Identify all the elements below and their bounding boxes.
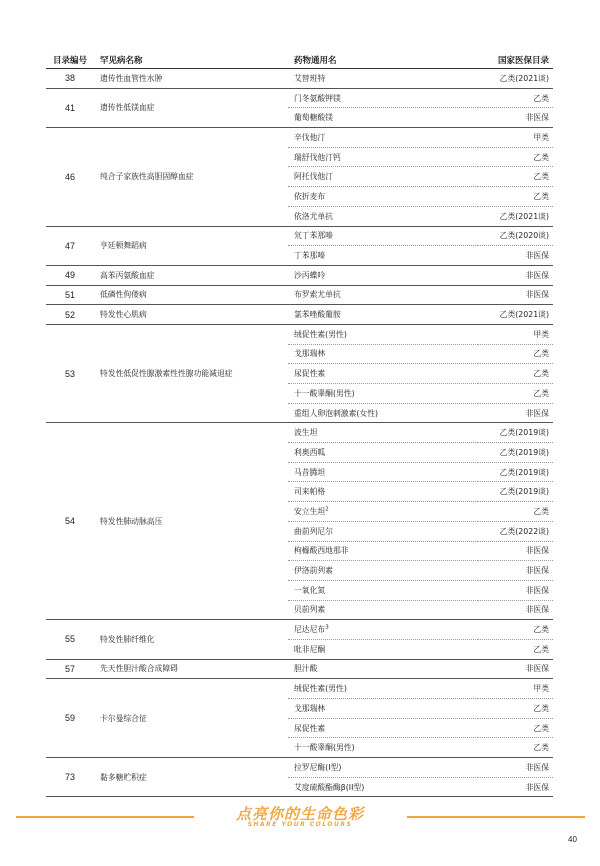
catalog-number-cell: 57 [46,659,94,679]
insurance-category-cell: 非医保 [478,777,553,797]
insurance-category-cell: 乙类 [478,620,553,640]
drug-name-cell [288,344,478,364]
disease-name-cell: 特发性低促性腺激素性性腺功能减退症 [94,324,288,422]
catalog-number-cell: 51 [46,285,94,305]
drug-name-cell [288,246,478,266]
insurance-category-cell: 非医保 [478,580,553,600]
catalog-number-cell: 54 [46,423,94,620]
drug-name: 瑞舒伐他汀钙 [294,152,341,162]
drug-name: 依折麦布 [294,191,326,201]
drug-name-cell [288,108,478,128]
footer-subtitle: SHARE YOUR COLOURS [247,821,353,828]
disease-name-cell: 先天性胆汁酸合成障碍 [94,659,288,679]
disease-name-cell: 卡尔曼综合征 [94,679,288,758]
catalog-number-cell: 41 [46,88,94,127]
drug-name-cell [288,541,478,561]
insurance-category-cell: 乙类 [478,699,553,719]
drug-name-cell [288,187,478,207]
insurance-category-cell: 甲类 [478,679,553,699]
footnote-marker: 2 [325,506,329,513]
drug-name: 伊洛前列素 [294,566,333,576]
table-row [46,679,553,699]
insurance-category-cell: 乙类 [478,167,553,187]
insurance-category-cell: 甲类 [478,128,553,148]
catalog-number-cell: 52 [46,305,94,325]
drug-name: 吡非尼酮 [294,644,326,654]
drug-name: 沙丙蝶呤 [294,270,326,280]
insurance-category-cell: 乙类(2019谈) [478,443,553,463]
table-row [46,305,553,325]
drug-name-cell [288,69,478,89]
drug-name-cell [288,167,478,187]
drug-name-cell [288,324,478,344]
drug-name: 尿促性素 [294,723,326,733]
footnote-marker: 3 [325,624,329,631]
insurance-category-cell: 甲类 [478,324,553,344]
insurance-category-cell: 乙类 [478,502,553,522]
drug-name-cell [288,639,478,659]
drug-name-cell [288,600,478,620]
disease-name-cell: 遗传性血管性水肿 [94,69,288,89]
drug-name: 绒促性素(男性) [294,329,347,339]
drug-name: 戈那瑞林 [294,349,326,359]
disease-name-cell: 高苯丙氨酸血症 [94,265,288,285]
insurance-category-cell: 非医保 [478,758,553,778]
insurance-category-cell: 非医保 [478,285,553,305]
drug-name: 胆汁酸 [294,664,318,674]
disease-name-cell: 黏多糖贮积症 [94,758,288,797]
drug-name: 戈那瑞林 [294,703,326,713]
insurance-category-cell: 乙类(2021谈) [478,305,553,325]
footer-line-right [407,816,585,818]
catalog-number-cell: 53 [46,324,94,422]
table-row [46,423,553,443]
disease-name-cell: 亨廷顿舞蹈病 [94,226,288,265]
table-row [46,265,553,285]
drug-name: 枸橼酸西地那非 [294,546,349,556]
insurance-category-cell: 非医保 [478,108,553,128]
insurance-category-cell: 乙类 [478,639,553,659]
drug-name-cell [288,364,478,384]
drug-name: 重组人卵泡刺激素(女性) [294,408,379,418]
drug-name-cell [288,128,478,148]
drug-name-cell [288,384,478,404]
page-number: 40 [568,835,577,844]
drug-name-cell [288,620,478,640]
drug-name: 依洛尤单抗 [294,211,333,221]
insurance-category-cell: 乙类(2019谈) [478,482,553,502]
drug-name-cell [288,521,478,541]
drug-name-cell [288,580,478,600]
rare-disease-drug-table [46,52,553,797]
drug-name: 阿托伐他汀 [294,172,333,182]
table-row [46,620,553,640]
insurance-category-cell: 乙类(2019谈) [478,423,553,443]
drug-name: 马昔腾坦 [294,467,326,477]
insurance-category-cell: 非医保 [478,659,553,679]
drug-name: 葡萄糖酸镁 [294,113,333,123]
catalog-number-cell: 73 [46,758,94,797]
table-row [46,88,553,108]
drug-name: 绒促性素(男性) [294,684,347,694]
header-insurance-catalog: 国家医保目录 [478,52,553,69]
insurance-category-cell: 乙类 [478,88,553,108]
catalog-number-cell: 46 [46,128,94,226]
table-row [46,659,553,679]
insurance-category-cell: 乙类 [478,147,553,167]
disease-name-cell: 低磷性佝偻病 [94,285,288,305]
insurance-category-cell: 非医保 [478,600,553,620]
drug-name-cell [288,265,478,285]
drug-name: 氘丁苯那嗪 [294,231,333,241]
insurance-category-cell: 乙类 [478,187,553,207]
drug-name-cell [288,502,478,522]
disease-name-cell: 特发性肺纤维化 [94,620,288,659]
insurance-category-cell: 非医保 [478,403,553,423]
insurance-category-cell: 乙类(2021谈) [478,69,553,89]
drug-name-cell [288,147,478,167]
drug-name: 波生坦 [294,428,318,438]
drug-name: 氯苯唑酸葡胺 [294,310,341,320]
footer-slogan: 点亮你的生命色彩 [235,805,364,823]
header-catalog-number: 目录编号 [46,52,94,69]
disease-name-cell: 纯合子家族性高胆固醇血症 [94,128,288,226]
insurance-category-cell: 乙类(2022谈) [478,521,553,541]
catalog-number-cell: 49 [46,265,94,285]
drug-name-cell [288,482,478,502]
drug-name: 辛伐他汀 [294,132,326,142]
footer-line-left [16,816,194,818]
drug-name-cell [288,718,478,738]
drug-name-cell [288,206,478,226]
catalog-number-cell: 59 [46,679,94,758]
table-row [46,324,553,344]
drug-name-cell [288,423,478,443]
disease-name-cell: 特发性心肌病 [94,305,288,325]
insurance-category-cell: 非医保 [478,265,553,285]
insurance-category-cell: 乙类 [478,384,553,404]
drug-name-cell [288,561,478,581]
drug-name-cell [288,305,478,325]
drug-name: 曲前列尼尔 [294,526,333,536]
insurance-category-cell: 乙类 [478,718,553,738]
drug-name-cell [288,738,478,758]
insurance-category-cell: 乙类 [478,344,553,364]
catalog-number-cell: 47 [46,226,94,265]
drug-name-cell [288,758,478,778]
drug-name: 门冬氨酸钾镁 [294,93,341,103]
insurance-category-cell: 乙类(2020谈) [478,226,553,246]
drug-name-cell [288,462,478,482]
header-drug-name: 药物通用名 [288,52,478,69]
footer-banner [0,800,600,840]
drug-name: 艾替班特 [294,73,326,83]
drug-name: 丁苯那嗪 [294,251,326,261]
disease-name-cell: 特发性肺动脉高压 [94,423,288,620]
insurance-category-cell: 乙类(2019谈) [478,462,553,482]
drug-name-cell [288,88,478,108]
drug-name: 艾度硫酸酯酶β(II型) [294,782,365,792]
insurance-category-cell: 乙类(2021谈) [478,206,553,226]
insurance-category-cell: 非医保 [478,541,553,561]
rare-disease-drug-table-container [46,52,553,797]
table-row [46,69,553,89]
drug-name-cell [288,679,478,699]
drug-name-cell [288,699,478,719]
drug-name-cell [288,443,478,463]
table-row [46,758,553,778]
catalog-number-cell: 38 [46,69,94,89]
insurance-category-cell: 非医保 [478,246,553,266]
insurance-category-cell: 非医保 [478,561,553,581]
drug-name: 十一酸睾酮(男性) [294,388,355,398]
drug-name: 拉罗尼酶(I型) [294,762,342,772]
disease-name-cell: 遗传性低镁血症 [94,88,288,127]
table-header [46,52,553,69]
drug-name: 司来帕格 [294,487,326,497]
table-row [46,226,553,246]
drug-name: 一氧化氮 [294,585,326,595]
drug-name-cell [288,226,478,246]
drug-name-cell [288,659,478,679]
table-row [46,128,553,148]
drug-name: 布罗索尤单抗 [294,290,341,300]
drug-name: 尿促性素 [294,369,326,379]
catalog-number-cell: 55 [46,620,94,659]
table-body [46,69,553,797]
drug-name: 尼达尼布 [294,625,326,635]
drug-name-cell [288,285,478,305]
drug-name: 十一酸睾酮(男性) [294,743,355,753]
header-disease-name: 罕见病名称 [94,52,288,69]
insurance-category-cell: 乙类 [478,364,553,384]
drug-name: 安立生坦 [294,506,326,516]
insurance-category-cell: 乙类 [478,738,553,758]
drug-name-cell [288,403,478,423]
drug-name-cell [288,777,478,797]
table-row [46,285,553,305]
drug-name: 贝前列素 [294,605,326,615]
drug-name: 利奥西呱 [294,447,326,457]
